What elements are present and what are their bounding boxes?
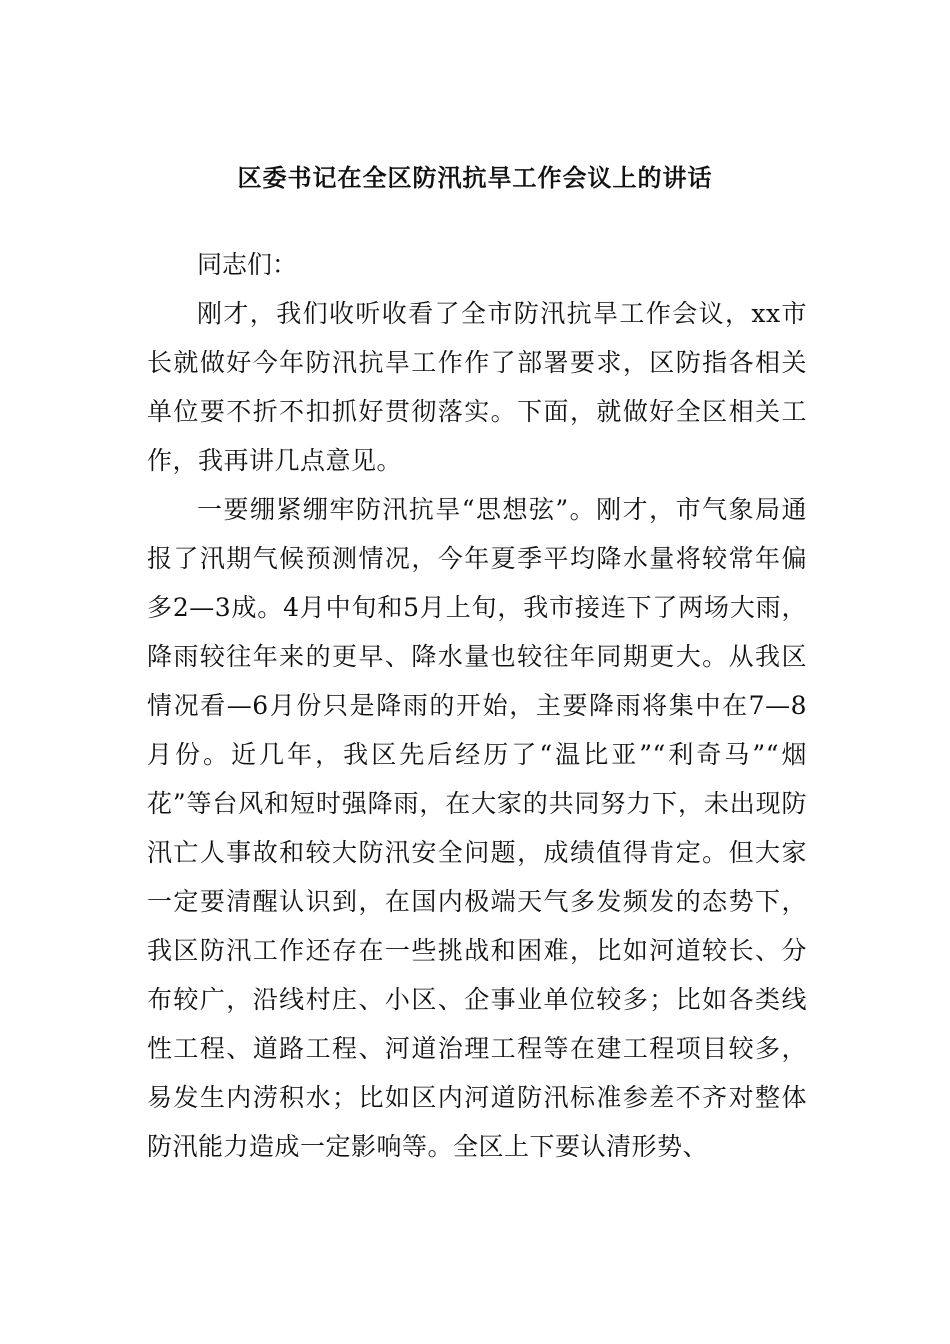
paragraph-1: 刚才，我们收听收看了全市防汛抗旱工作会议，xx市长就做好今年防汛抗旱工作作了部署要求，区防指各相关单位要不折不扣抓好贯彻落实。下面，就做好全区相关工作，我再讲几点意见。	[147, 299, 807, 475]
document-title: 区委书记在全区防汛抗旱工作会议上的讲话	[237, 164, 713, 192]
greeting-line: 同志们：	[197, 250, 298, 279]
paragraph-2: 一要绷紧绷牢防汛抗旱“思想弦”。刚才，市气象局通报了汛期气候预测情况，今年夏季平均降水量将较常年偏多2—3成。4月中旬和5月上旬，我市接连下了两场大雨，降雨较往年来的更早、降水量也较往年同期更大。从我区情况看—6月份只是降雨的开始，主要降雨将集中在7—8月份。近几年，我区先后经历了“温比亚”“利奇马”“烟花”等台风和短时强降雨，在大家的共同努力下，未出现防汛亡人事故和较大防汛安全问题，成绩值得肯定。但大家一定要清醒认识到，在国内极端天气多发频发的态势下，我区防汛工作还存在一些挑战和困难，比如河道较长、分布较广，沿线村庄、小区、企事业单位较多；比如各类线性工程、道路工程、河道治理工程等在建工程项目较多，易发生内涝积水；比如区内河道防汛标准参差不齐对整体防汛能力造成一定影响等。全区上下要认清形势、	[147, 495, 807, 1161]
document-body	[147, 240, 807, 1171]
